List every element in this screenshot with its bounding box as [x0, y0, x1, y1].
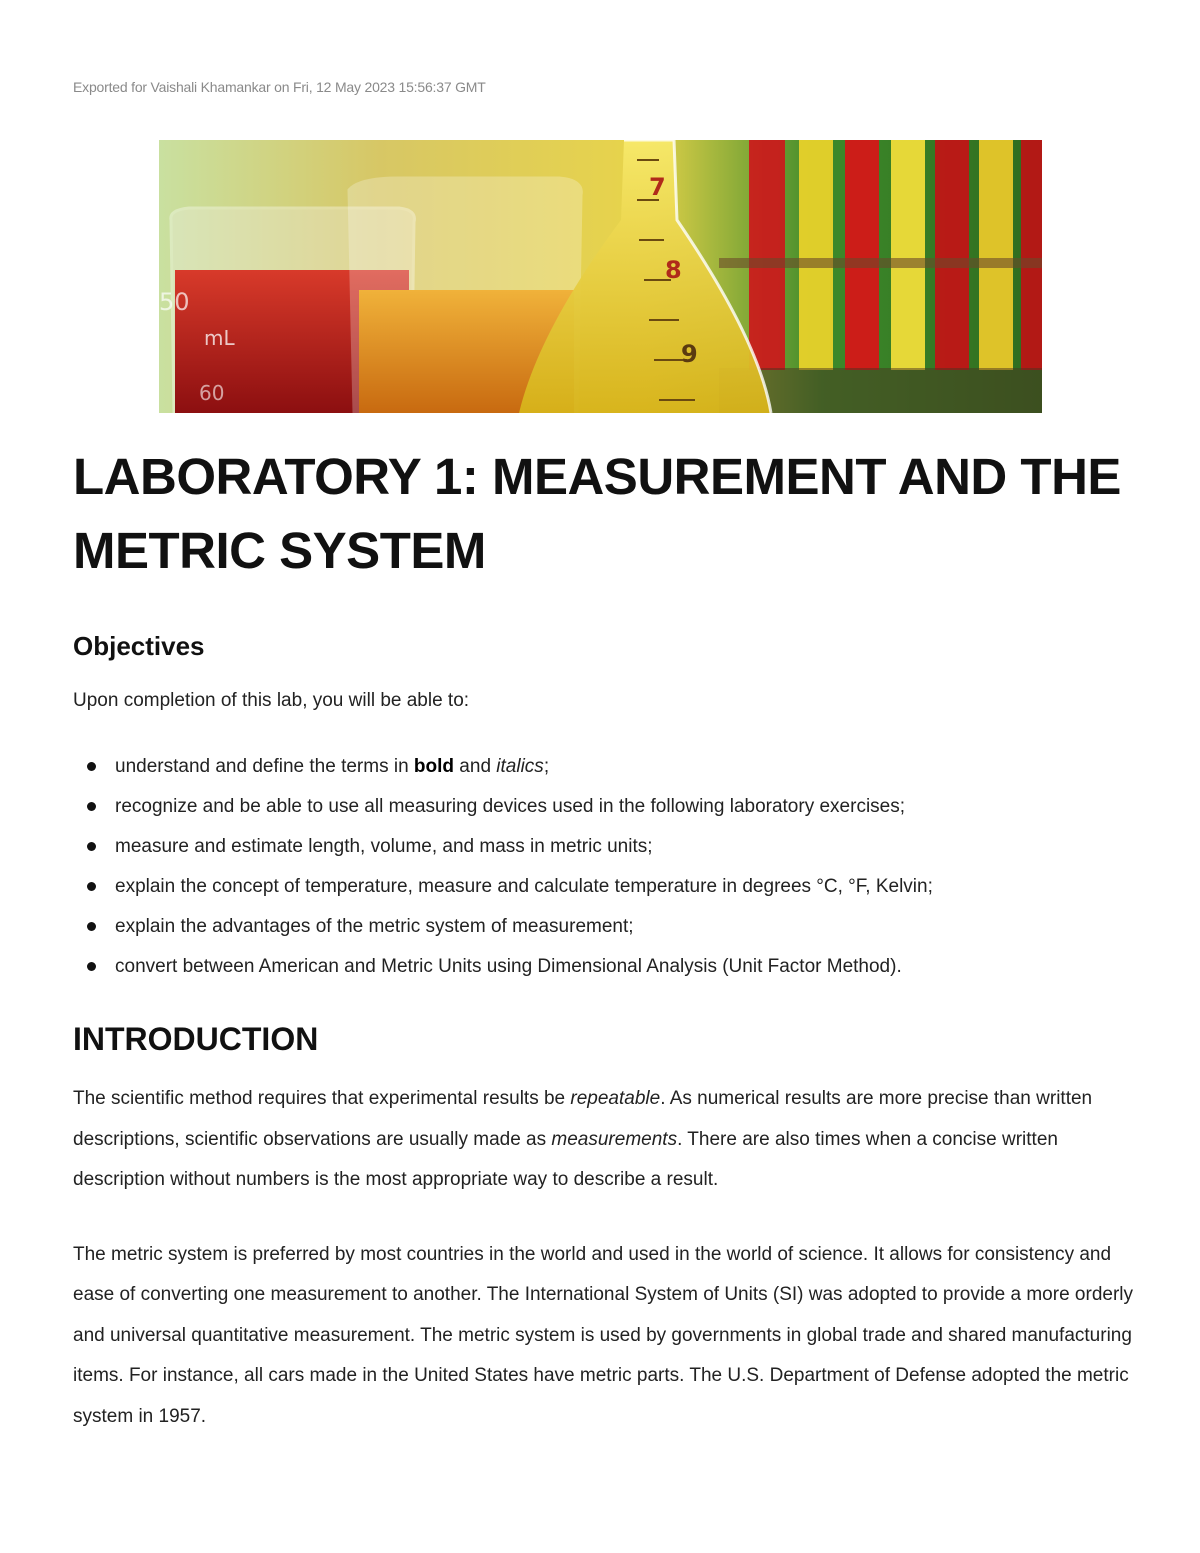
graduation-number: 8	[665, 256, 682, 284]
list-item: explain the advantages of the metric system of measurement;	[73, 907, 1133, 947]
list-item: measure and estimate length, volume, and mass in metric units;	[73, 827, 1133, 867]
svg-text:50: 50	[159, 288, 190, 316]
objectives-heading: Objectives	[73, 631, 205, 661]
svg-text:mL: mL	[204, 326, 235, 350]
list-item: convert between American and Metric Units using Dimensional Analysis (Unit Factor Method).	[73, 947, 1133, 987]
svg-text:60: 60	[199, 381, 225, 405]
bullet-icon	[87, 882, 96, 891]
list-item: understand and define the terms in bold and italics;	[73, 747, 1133, 787]
lab-glassware-image	[159, 140, 1042, 413]
objectives-list	[73, 747, 1133, 987]
introduction-paragraph-1: The scientific method requires that experimental results be repeatable. As numerical results are more precise than written descriptions, scientific observations are usually made as measurements. There are also times when a concise written description without numbers is the most appropriate way to describe a result.	[73, 1088, 1093, 1190]
objectives-lead: Upon completion of this lab, you will be able to:	[73, 690, 470, 711]
list-item: recognize and be able to use all measuring devices used in the following laboratory exercises;	[73, 787, 1133, 827]
bullet-icon	[87, 962, 96, 971]
list-item: explain the concept of temperature, measure and calculate temperature in degrees °C, °F, Kelvin;	[73, 867, 1133, 907]
bullet-icon	[87, 802, 96, 811]
introduction-paragraph-2: The metric system is preferred by most countries in the world and used in the world of science. It allows for consistency and ease of converting one measurement to another. The International System of Units (SI) was adopted to provide a more orderly and universal quantitative measurement. The metric system is used by governments in global trade and shared manufacturing items. For instance, all cars made in the United States have metric parts. The U.S. Department of Defense adopted the metric system in 1957.	[73, 1243, 1134, 1427]
graduation-number: 9	[681, 340, 698, 368]
document-content	[73, 440, 1133, 1437]
page-title: LABORATORY 1: MEASUREMENT AND THE METRIC SYSTEM	[73, 448, 1121, 579]
export-note: Exported for Vaishali Khamankar on Fri, 12 May 2023 15:56:37 GMT	[73, 79, 486, 95]
bullet-icon	[87, 842, 96, 851]
bullet-icon	[87, 762, 96, 771]
introduction-heading: INTRODUCTION	[73, 1021, 319, 1057]
graduation-number: 7	[649, 173, 666, 201]
bullet-icon	[87, 922, 96, 931]
